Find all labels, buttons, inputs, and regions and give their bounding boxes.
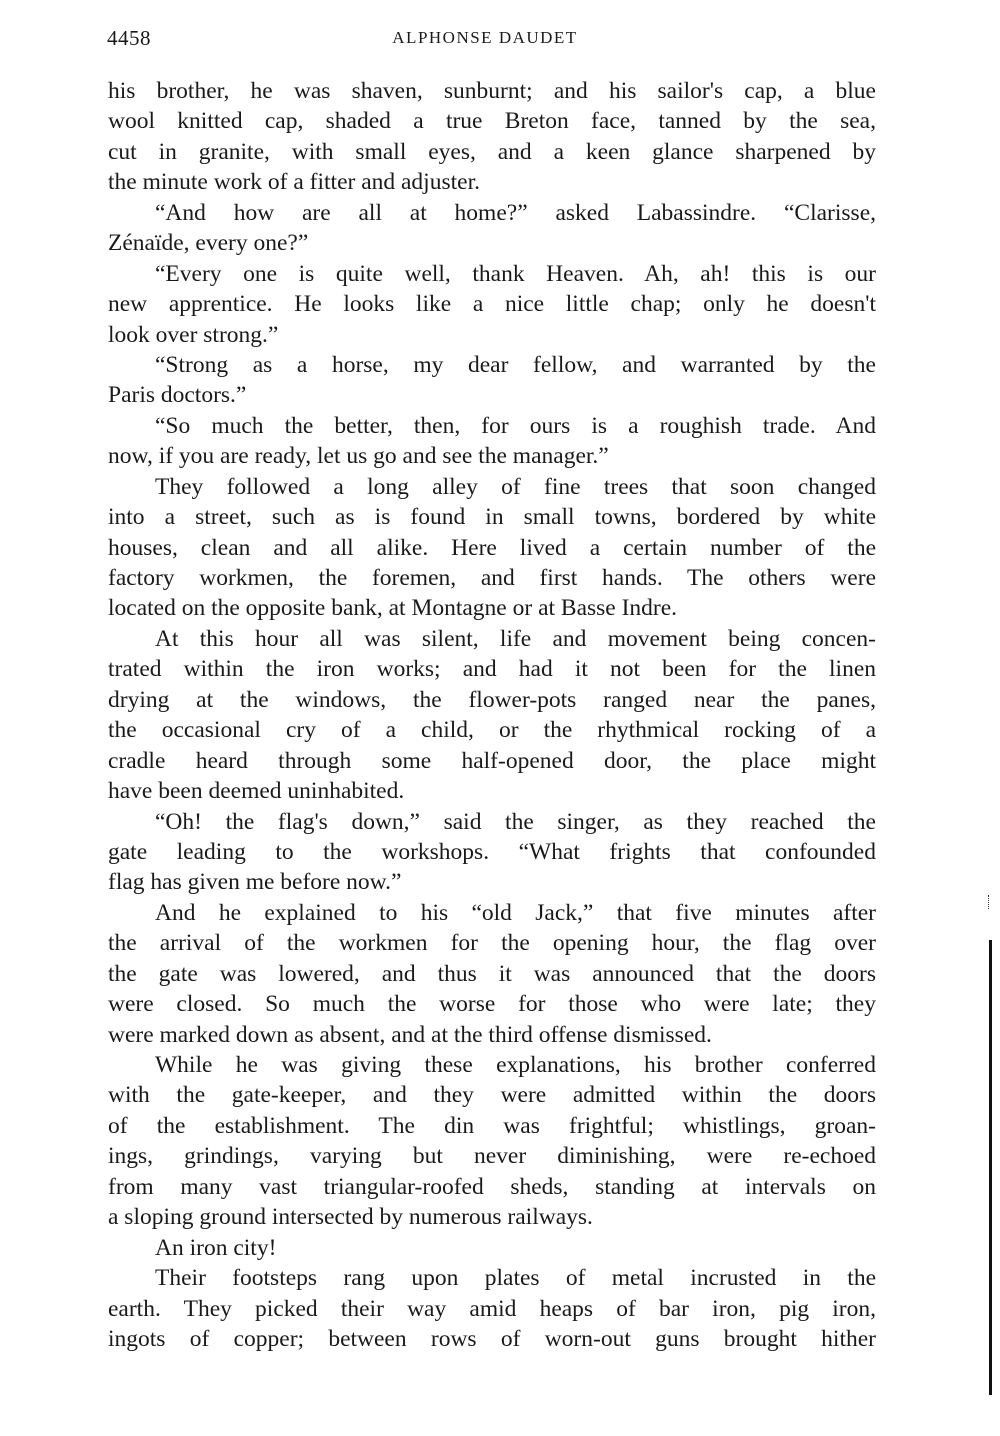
text-line: his brother, he was shaven, sunburnt; and his sailor's cap, a blue [108,78,876,104]
text-line: Their footsteps rang upon plates of metal incrusted in the [155,1265,876,1292]
text-line: the arrival of the workmen for the opening hour, the flag over [108,930,876,957]
paragraph [108,259,876,350]
body-text [108,76,876,1354]
text-line: “Every one is quite well, thank Heaven. Ah, ah! this is our [155,260,876,287]
text-line: new apprentice. He looks like a nice little chap; only he doesn't [108,291,876,318]
text-line: While he was giving these explanations, his brother conferred [155,1052,876,1078]
text-line: An iron city! [155,1234,277,1261]
page-number: 4458 [107,26,151,50]
text-line: cradle heard through some half-opened door, the place might [108,747,876,774]
text-line: cut in granite, with small eyes, and a keen glance sharpened by [108,138,876,165]
paragraph [108,1233,876,1263]
text-line: They followed a long alley of fine trees that soon changed [155,473,876,500]
scan-artifact-dots [988,895,990,909]
paragraph [108,76,876,198]
paragraph [108,1263,876,1354]
text-line: drying at the windows, the flower-pots ranged near the panes, [108,686,876,713]
paragraph [108,198,876,259]
text-line: from many vast triangular-roofed sheds, standing at intervals on [108,1173,876,1200]
paragraph [108,472,876,624]
text-line: ingots of copper; between rows of worn-out guns brought hither [108,1325,876,1352]
text-line: gate leading to the workshops. “What frights that confounded [108,838,876,865]
running-head: ALPHONSE DAUDET [392,28,578,47]
text-line: flag has given me before now.” [108,869,402,896]
text-line: now, if you are ready, let us go and see the manager.” [108,443,609,470]
text-line: located on the opposite bank, at Montagne or at Basse Indre. [108,595,678,622]
text-line: “Strong as a horse, my dear fellow, and warranted by the [155,351,876,378]
text-line: houses, clean and all alike. Here lived a certain number of the [108,534,876,561]
text-line: Paris doctors.” [108,382,247,409]
text-line: Zénaïde, every one?” [108,230,309,257]
text-line: “Oh! the flag's down,” said the singer, as they reached the [155,808,876,835]
paragraph [108,1050,876,1233]
text-line: with the gate-keeper, and they were admitted within the doors [108,1082,876,1109]
paragraph [108,807,876,898]
paragraph [108,898,876,1050]
text-line: ings, grindings, varying but never diminishing, were re-echoed [108,1143,876,1170]
text-line: were marked down as absent, and at the third offense dismissed. [108,1021,712,1048]
text-line: into a street, such as is found in small towns, bordered by white [108,504,876,531]
text-line: wool knitted cap, shaded a true Breton face, tanned by the sea, [108,108,876,135]
paragraph [108,350,876,411]
text-line: And he explained to his “old Jack,” that five minutes after [155,899,876,926]
text-line: the gate was lowered, and thus it was announced that the doors [108,960,876,987]
paragraph [108,411,876,472]
paragraph [108,624,876,807]
text-line: At this hour all was silent, life and movement being concen- [155,625,876,652]
text-line: were closed. So much the worse for those who were late; they [108,991,876,1018]
scan-edge-line [989,940,992,1395]
text-line: the minute work of a fitter and adjuster. [108,169,480,196]
text-line: “So much the better, then, for ours is a roughish trade. And [155,412,876,439]
text-line: earth. They picked their way amid heaps of bar iron, pig iron, [108,1295,876,1322]
text-line: factory workmen, the foremen, and first hands. The others were [108,565,876,591]
text-line: a sloping ground intersected by numerous railways. [108,1204,593,1231]
text-line: look over strong.” [108,321,279,348]
text-line: have been deemed uninhabited. [108,778,405,805]
text-line: the occasional cry of a child, or the rhythmical rocking of a [108,717,876,744]
text-line: “And how are all at home?” asked Labassindre. “Clarisse, [155,199,876,226]
text-line: of the establishment. The din was frightful; whistlings, groan- [108,1112,876,1139]
text-line: trated within the iron works; and had it not been for the linen [108,656,876,683]
